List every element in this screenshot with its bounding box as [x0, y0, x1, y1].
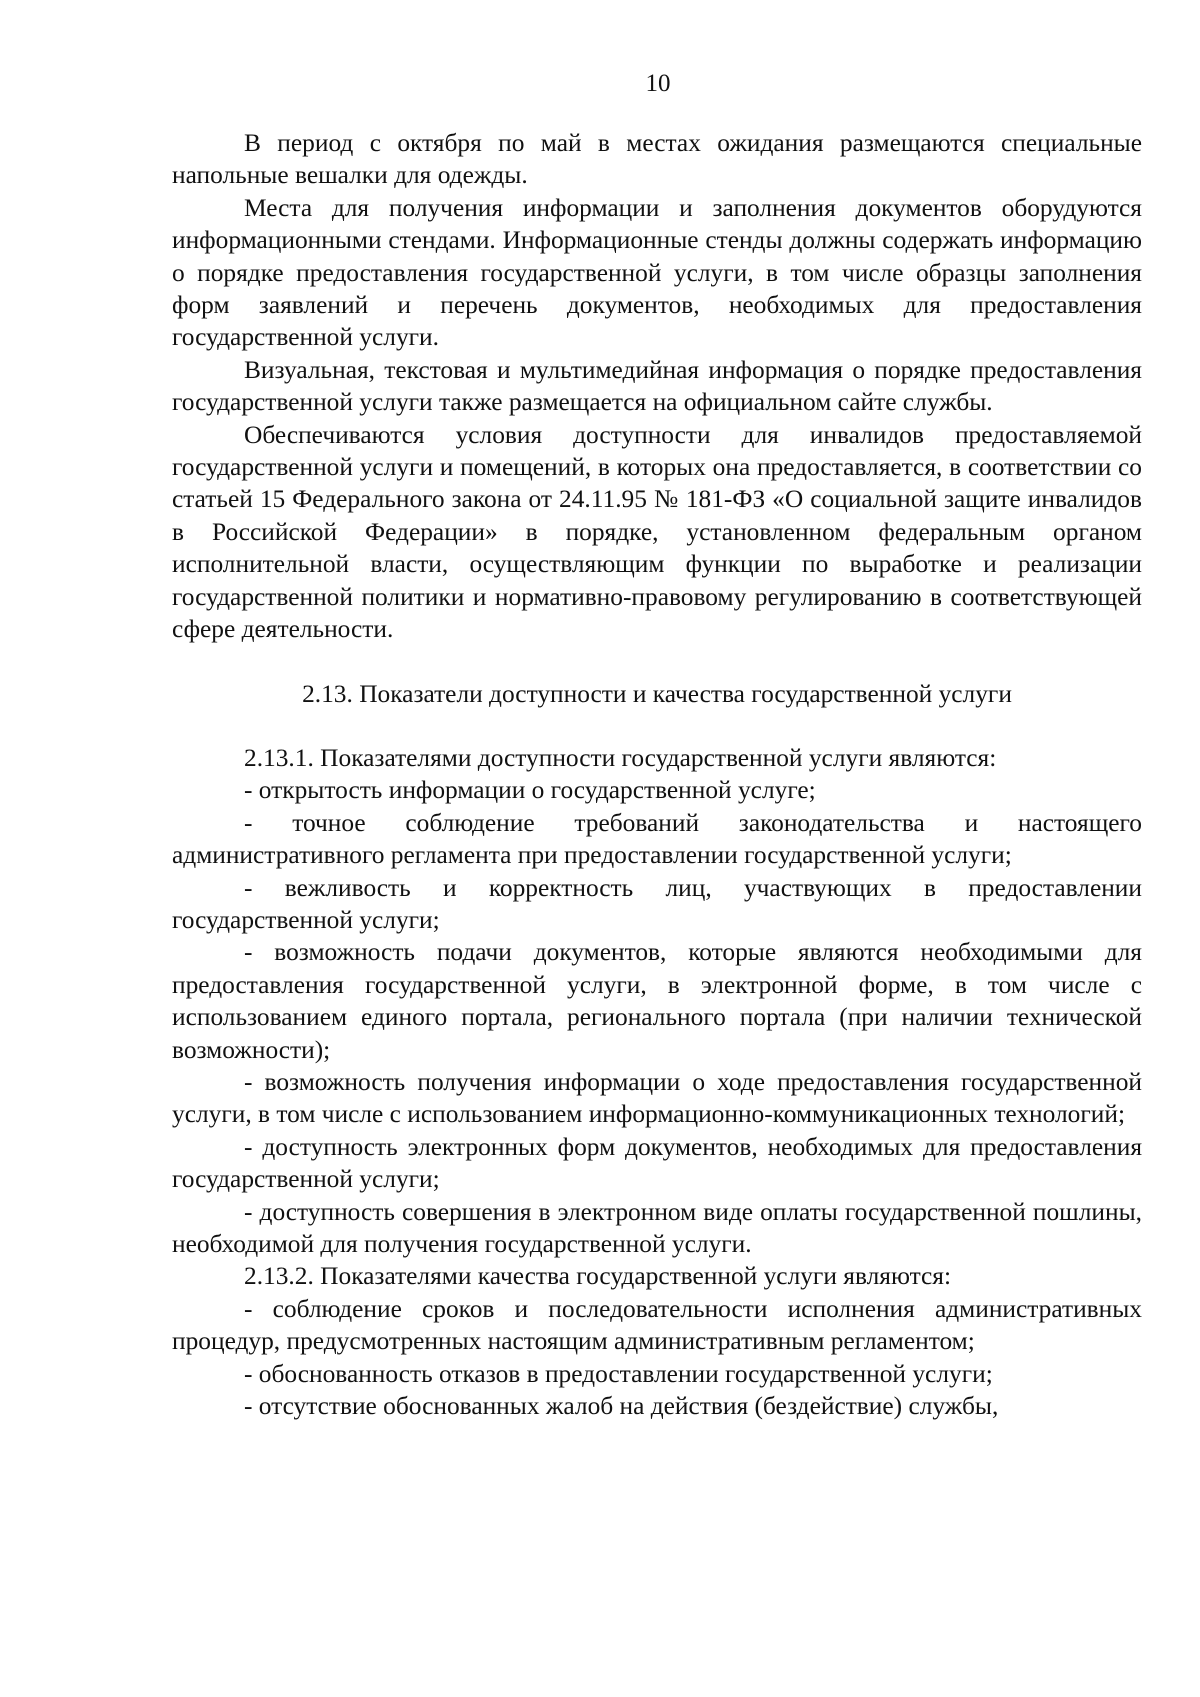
- subsection-title-quality: 2.13.2. Показателями качества государственной услуги являются:: [244, 1262, 952, 1291]
- list-item: - соблюдение сроков и последовательности исполнения административных процедур, предусмотренных настоящим административным регламентом;: [172, 1294, 1142, 1356]
- list-item: - открытость информации о государственной услуге;: [244, 776, 816, 805]
- list-item: - возможность получения информации о ходе предоставления государственной услуги, в том числе с использованием информационно-коммуникационных технологий;: [172, 1067, 1142, 1129]
- list-item: - доступность электронных форм документов, необходимых для предоставления государственной услуги;: [172, 1132, 1142, 1194]
- document-body: [172, 127, 1142, 1422]
- paragraph-accessibility: Обеспечиваются условия доступности для инвалидов предоставляемой государственной услуги и помещений, в которых она предоставляется, в соответствии со статьей 15 Федерального закона от 24.11.95 № 181-ФЗ «О социальной защите инвалидов в Российской Федерации» в порядке, установленном федеральным органом исполнительной власти, осуществляющим функции по выработке и реализации государственной политики и нормативно-правовому регулированию в соответствующей сфере деятельности.: [172, 420, 1142, 644]
- section-heading: 2.13. Показатели доступности и качества государственной услуги: [302, 679, 1012, 708]
- subsection-title-availability: 2.13.1. Показателями доступности государственной услуги являются:: [244, 743, 997, 772]
- paragraph-info-stands: Места для получения информации и заполнения документов оборудуются информационными стендами. Информационные стенды должны содержать информацию о порядке предоставления государственной услуги, в том числе образцы заполнения форм заявлений и перечень документов, необходимых для предоставления государственной услуги.: [172, 193, 1142, 352]
- list-item: - возможность подачи документов, которые являются необходимыми для предоставления государственной услуги, в электронной форме, в том числе с использованием единого портала, регионального портала (при наличии технической возможности);: [172, 938, 1142, 1064]
- list-item: - обоснованность отказов в предоставлении государственной услуги;: [244, 1359, 993, 1388]
- list-item: - доступность совершения в электронном виде оплаты государственной пошлины, необходимой для получения государственной услуги.: [172, 1197, 1142, 1258]
- paragraph-waiting-area: В период с октября по май в местах ожидания размещаются специальные напольные вешалки для одежды.: [172, 129, 1142, 190]
- page-number: 10: [645, 70, 671, 97]
- list-item: - точное соблюдение требований законодательства и настоящего административного регламента при предоставлении государственной услуги;: [172, 808, 1142, 870]
- list-item: - отсутствие обоснованных жалоб на действия (бездействие) службы,: [244, 1392, 999, 1421]
- paragraph-website-info: Визуальная, текстовая и мультимедийная информация о порядке предоставления государственной услуги также размещается на официальном сайте службы.: [172, 355, 1142, 417]
- list-item: - вежливость и корректность лиц, участвующих в предоставлении государственной услуги;: [172, 873, 1142, 934]
